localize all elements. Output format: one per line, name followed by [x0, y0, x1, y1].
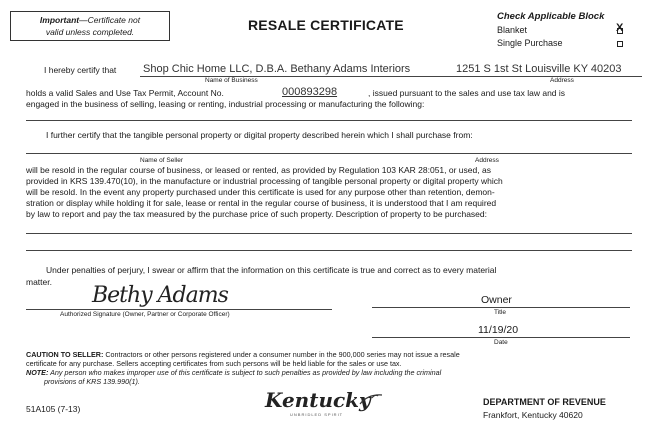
- engaged-description-line: [26, 120, 632, 121]
- department-address: Frankfort, Kentucky 40620: [483, 410, 583, 420]
- note-text-line2: provisions of KRS 139.990(1).: [44, 377, 140, 386]
- resold-line: provided in KRS 139.470(10), in the manufacture or industrial processing of tangible personal property or digital property which: [26, 176, 503, 186]
- seller-name-label: Name of Seller: [140, 157, 183, 164]
- note-label: NOTE:: [26, 368, 49, 377]
- caution-text: [26, 350, 460, 359]
- title-value[interactable]: Owner: [481, 294, 512, 306]
- perjury-text: Under penalties of perjury, I swear or affirm that the information on this certificate is true and correct as to every material: [46, 265, 497, 275]
- signature: Bethy Adams: [92, 283, 228, 308]
- resold-paragraph: [26, 165, 629, 220]
- account-number-value[interactable]: 000893298: [282, 86, 338, 98]
- caution-body: Contractors or other persons registered under a consumer number in the 900,000 series may not issue a resale: [103, 350, 460, 359]
- department-name: DEPARTMENT OF REVENUE: [483, 397, 606, 407]
- business-address-value[interactable]: 1251 S 1st St Louisville KY 40203: [456, 63, 622, 75]
- date-value[interactable]: 11/19/20: [478, 324, 519, 336]
- kentucky-logo: Kentucky: [265, 388, 371, 412]
- title-line: [372, 307, 630, 308]
- resold-line: will be resold in the regular course of business, or leased or rented, as provided by Regulation 103 KAR 28:051, or used, as: [26, 165, 491, 175]
- single-purchase-checkbox[interactable]: [617, 41, 623, 47]
- kentucky-logo-tagline: UNBRIDLED SPIRIT: [290, 412, 344, 417]
- perjury-text-end: matter.: [26, 277, 52, 287]
- blanket-label: Blanket: [497, 25, 528, 35]
- form-number: 51A105 (7-13): [26, 404, 81, 414]
- business-name-label: Name of Business: [205, 77, 258, 84]
- business-address-label: Address: [550, 77, 574, 84]
- property-description-line-2: [26, 250, 632, 251]
- seller-address-label: Address: [475, 157, 499, 164]
- property-description-line-1: [26, 233, 632, 234]
- important-rest: —Certificate not: [79, 15, 141, 25]
- caution-label: CAUTION TO SELLER:: [26, 350, 104, 359]
- date-label: Date: [494, 339, 508, 346]
- signature-line: [26, 309, 332, 310]
- signature-label: Authorized Signature (Owner, Partner or Corporate Officer): [60, 311, 230, 318]
- business-name-value[interactable]: Shop Chic Home LLC, D.B.A. Bethany Adams Interiors: [143, 63, 411, 75]
- important-line2: valid unless completed.: [45, 27, 135, 37]
- title-label: Title: [494, 309, 507, 316]
- caution-text-line2: certificate for any purchase. Sellers accepting certificates from such persons will be held liable for the sales or use tax.: [26, 359, 402, 368]
- certify-intro: I hereby certify that: [44, 65, 117, 75]
- single-purchase-label: Single Purchase: [497, 38, 563, 48]
- check-block-heading: Check Applicable Block: [497, 11, 605, 22]
- important-label: Important: [39, 15, 80, 25]
- seller-line: [26, 153, 632, 154]
- resold-line: by law to report and pay the tax measured by the purchase price of such property. Description of property to be purchased:: [26, 209, 487, 219]
- blanket-check-mark: X: [616, 22, 624, 34]
- resold-line: will be resold. In the event any property purchased under this certificate is used for any purpose other than retention, demon-: [26, 187, 495, 197]
- note-body: Any person who makes improper use of this certificate is subject to such penalties as provided by law including the criminal: [48, 368, 442, 377]
- page-title: RESALE CERTIFICATE: [248, 17, 404, 33]
- further-certify-text: I further certify that the tangible personal property or digital property described herein which I shall purchase from:: [46, 130, 473, 140]
- holds-text-pre: holds a valid Sales and Use Tax Permit, Account No.: [26, 88, 224, 98]
- resold-line: stration or display while holding it for sale, lease or rental in the regular course of business, it is understood that I am required: [26, 198, 497, 208]
- logo-swoosh-icon: [358, 392, 384, 408]
- holds-text-post: , issued pursuant to the sales and use tax law and is: [368, 88, 566, 98]
- important-notice: [10, 11, 170, 41]
- date-line: [372, 337, 630, 338]
- engaged-text: engaged in the business of selling, leasing or renting, industrial processing or manufacturing the following:: [26, 99, 425, 109]
- note-text: [26, 368, 441, 377]
